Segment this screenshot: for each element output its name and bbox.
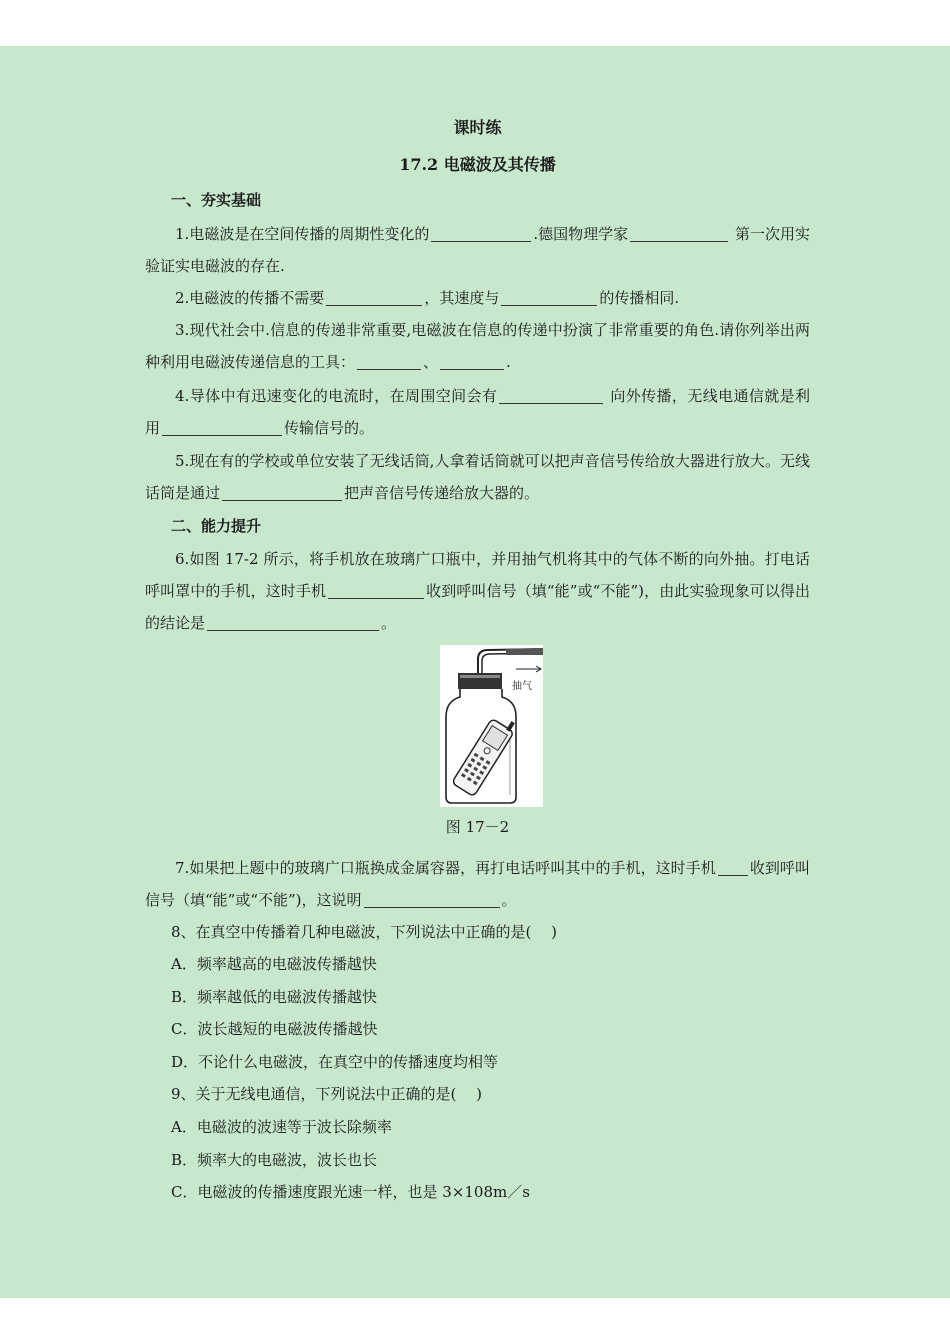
question-9-stem: 9、关于无线电通信，下列说法中正确的是( ) <box>171 1085 483 1103</box>
question-8-option-a[interactable]: A．频率越高的电磁波传播越快 <box>171 955 377 973</box>
tube-coupler <box>506 648 543 655</box>
question-3-blank-1[interactable] <box>357 351 421 370</box>
question-8-stem: 8、在真空中传播着几种电磁波，下列说法中正确的是( ) <box>171 923 558 941</box>
question-3-text-b: 、 <box>423 353 439 371</box>
section-heading-advanced: 二、能力提升 <box>171 517 262 535</box>
question-6 <box>145 543 810 639</box>
air-tube-inner <box>482 653 543 675</box>
stopper-highlight <box>460 675 500 678</box>
question-4-text-b: 向外传播，无线电通信就是利用 <box>145 387 810 437</box>
question-6-text-a: 6.如图 17-2 所示，将手机放在玻璃广口瓶中，并用抽气机将其中的气体不断的向外抽。打电话呼叫罩中的手机，这时手机 <box>145 550 810 600</box>
question-7-text-b: 收到呼叫信号（填“能”或“不能”)，这说明 <box>145 859 810 909</box>
question-9-option-b[interactable]: B．频率大的电磁波，波长也长 <box>171 1151 378 1169</box>
question-1-blank-1[interactable] <box>431 223 531 242</box>
question-8-option-c[interactable]: C．波长越短的电磁波传播越快 <box>171 1020 378 1038</box>
worksheet-page <box>0 46 950 1298</box>
question-5-text-b: 把声音信号传递给放大器的。 <box>344 484 540 502</box>
question-1 <box>145 218 810 282</box>
figure-caption: 图 17－2 <box>445 818 510 836</box>
question-7-blank-1[interactable] <box>718 857 748 876</box>
question-3-text-c: . <box>506 353 511 371</box>
question-2-blank-2[interactable] <box>501 287 597 306</box>
figure-pump-label: 抽气 <box>512 681 532 692</box>
question-4-text-a: 4.导体中有迅速变化的电流时，在周围空间会有 <box>175 387 498 405</box>
bottle-phone-illustration <box>440 645 543 807</box>
question-3-blank-2[interactable] <box>440 351 504 370</box>
page-title: 课时练 <box>453 118 502 137</box>
question-3 <box>145 314 810 378</box>
question-3-text-a: 3.现代社会中.信息的传递非常重要,电磁波在信息的传递中扮演了非常重要的角色.请你列举出两种利用电磁波传递信息的工具： <box>145 321 810 371</box>
question-4-blank-2[interactable] <box>162 417 282 436</box>
question-6-blank-1[interactable] <box>328 580 424 599</box>
question-2-blank-1[interactable] <box>326 287 422 306</box>
lesson-title: 17.2 电磁波及其传播 <box>399 155 556 174</box>
question-5 <box>145 445 810 509</box>
question-4-blank-1[interactable] <box>499 385 603 404</box>
question-6-blank-2[interactable] <box>207 612 379 631</box>
question-2-text-a: 2.电磁波的传播不需要 <box>175 289 325 307</box>
question-9-option-a[interactable]: A．电磁波的波速等于波长除频率 <box>171 1118 392 1136</box>
question-4 <box>145 380 810 444</box>
question-1-text-c: 第一次用实验证实电磁波的存在. <box>145 225 810 275</box>
question-1-text-b: .德国物理学家 <box>533 225 629 243</box>
question-5-text-a: 5.现在有的学校或单位安装了无线话筒,人拿着话筒就可以把声音信号传给放大器进行放大。无线话筒是通过 <box>145 452 810 502</box>
question-5-blank-1[interactable] <box>222 482 342 501</box>
question-2 <box>145 282 810 314</box>
mobile-phone-icon <box>452 712 519 797</box>
question-7-text-a: 7.如果把上题中的玻璃广口瓶换成金属容器，再打电话呼叫其中的手机，这时手机 <box>175 859 716 877</box>
question-2-text-b: ，其速度与 <box>424 289 500 307</box>
question-7-blank-2[interactable] <box>364 889 500 908</box>
question-7-text-c: 。 <box>501 891 517 909</box>
question-7 <box>145 852 810 916</box>
question-6-text-c: 。 <box>381 614 397 632</box>
question-8-option-b[interactable]: B．频率越低的电磁波传播越快 <box>171 988 378 1006</box>
section-heading-basics: 一、夯实基础 <box>171 191 262 209</box>
question-4-text-c: 传输信号的。 <box>284 419 375 437</box>
bottle-phone-figure <box>440 645 543 807</box>
question-1-blank-2[interactable] <box>630 223 728 242</box>
question-9-option-c[interactable]: C．电磁波的传播速度跟光速一样，也是 3×108m／s <box>171 1183 530 1201</box>
question-6-text-b: 收到呼叫信号（填“能”或“不能”)，由此实验现象可以得出的结论是 <box>145 582 810 632</box>
question-8-option-d[interactable]: D．不论什么电磁波，在真空中的传播速度均相等 <box>171 1053 499 1071</box>
question-1-text-a: 1.电磁波是在空间传播的周期性变化的 <box>175 225 430 243</box>
question-2-text-c: 的传播相同. <box>599 289 680 307</box>
